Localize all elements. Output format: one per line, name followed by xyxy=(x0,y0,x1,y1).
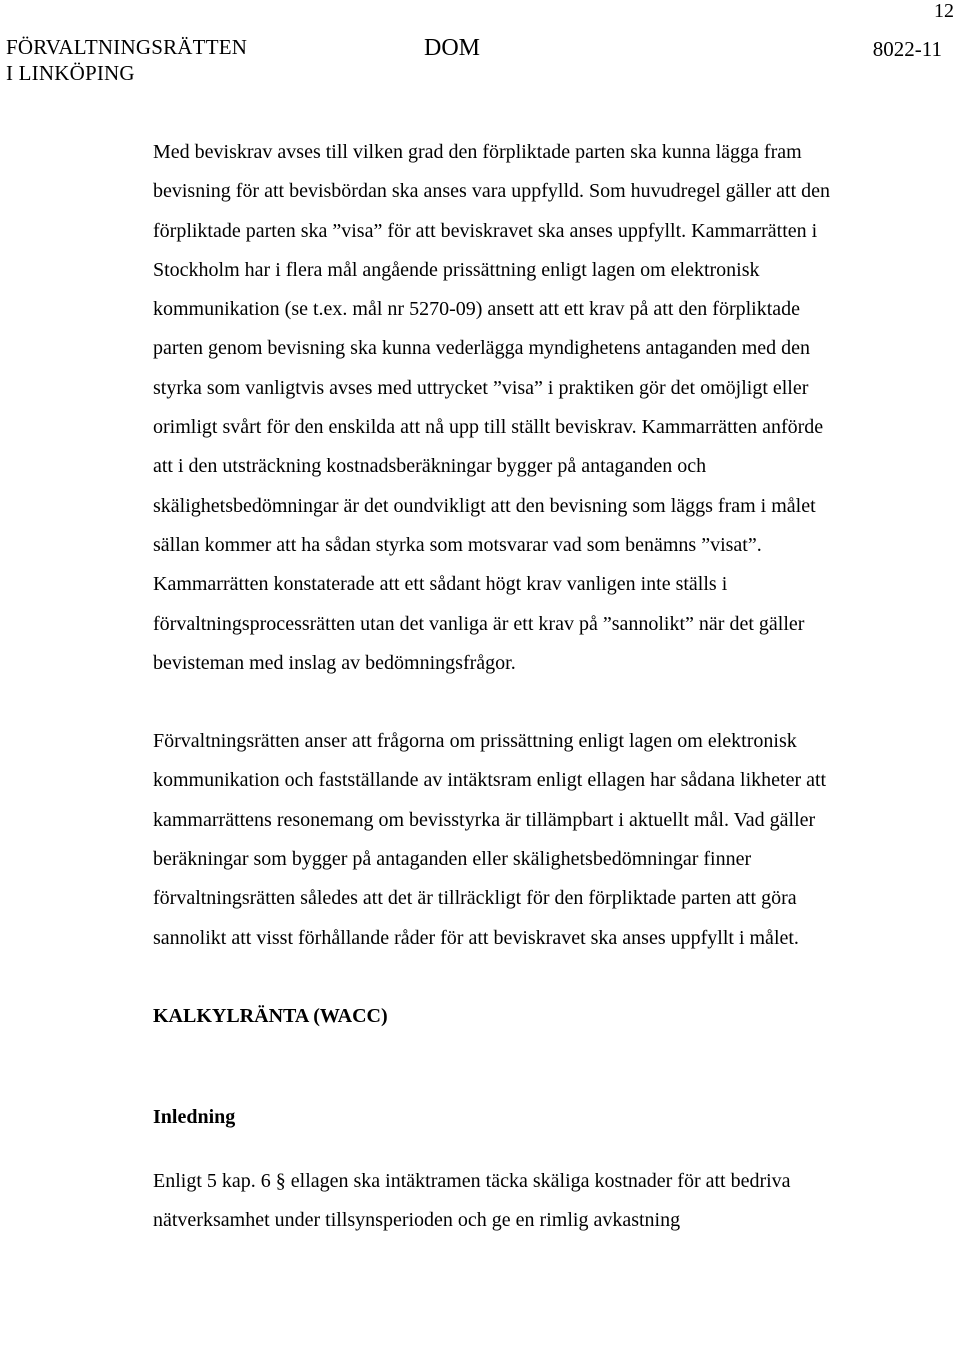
document-body xyxy=(153,133,843,1241)
section-heading-wacc: KALKYLRÄNTA (WACC) xyxy=(153,1004,388,1027)
paragraph-court-assessment: Förvaltningsrätten anser att frågorna om prissättning enligt lagen om elektronisk kommunikation och fastställande av intäktsram enligt ellagen har sådana likheter att kammarrättens resonemang om bevisstyrka är tillämpbart i aktuellt mål. Vad gäller beräkningar som bygger på antaganden eller skälighetsbedömningar finner förvaltningsrätten således att det är tillräckligt för den förpliktade parten att göra sannolikt att visst förhållande råder för att beviskravet ska anses uppfyllt i målet. xyxy=(153,730,827,949)
document-header xyxy=(6,34,942,90)
paragraph-burden-of-proof: Med beviskrav avses till vilken grad den förpliktade parten ska kunna lägga fram bevisning för att bevisbördan ska anses vara uppfylld. Som huvudregel gäller att den förpliktade parten ska ”visa” för att beviskravet ska anses uppfyllt. Kammarrätten i Stockholm har i flera mål angående prissättning enligt lagen om elektronisk kommunikation (se t.ex. mål nr 5270-09) ansett att ett krav på att den förpliktade parten genom bevisning ska kunna vederlägga myndighetens antaganden med den styrka som vanligtvis avses med uttrycket ”visa” i praktiken gör det omöjligt eller orimligt svårt för den enskilda att nå upp till ställt beviskrav. Kammarrätten anförde att i den utsträckning kostnadsberäkningar bygger på antaganden och skälighetsbedömningar är det oundvikligt att den bevisning som läggs fram i målet sällan kommer att ha sådan styrka som motsvarar vad som benämns ”visat”. Kammarrätten konstaterade att ett sådant högt krav vanligen inte ställs i förvaltningsprocessrätten utan det vanliga är ett krav på ”sannolikt” när det gäller bevisteman med inslag av bedömningsfrågor. xyxy=(153,141,831,674)
case-number: 8022-11 xyxy=(872,37,942,61)
court-name-line1: FÖRVALTNINGSRÄTTEN xyxy=(6,35,248,59)
page-number: 12 xyxy=(934,0,954,22)
court-name-line2: I LINKÖPING xyxy=(6,61,135,85)
paragraph-introduction: Enligt 5 kap. 6 § ellagen ska intäktramen täcka skäliga kostnader för att bedriva nätverksamhet under tillsynsperioden och ge en rimlig avkastning xyxy=(153,1169,791,1232)
subsection-heading-introduction: Inledning xyxy=(153,1105,236,1128)
court-name xyxy=(6,34,247,86)
document-type: DOM xyxy=(424,35,481,61)
